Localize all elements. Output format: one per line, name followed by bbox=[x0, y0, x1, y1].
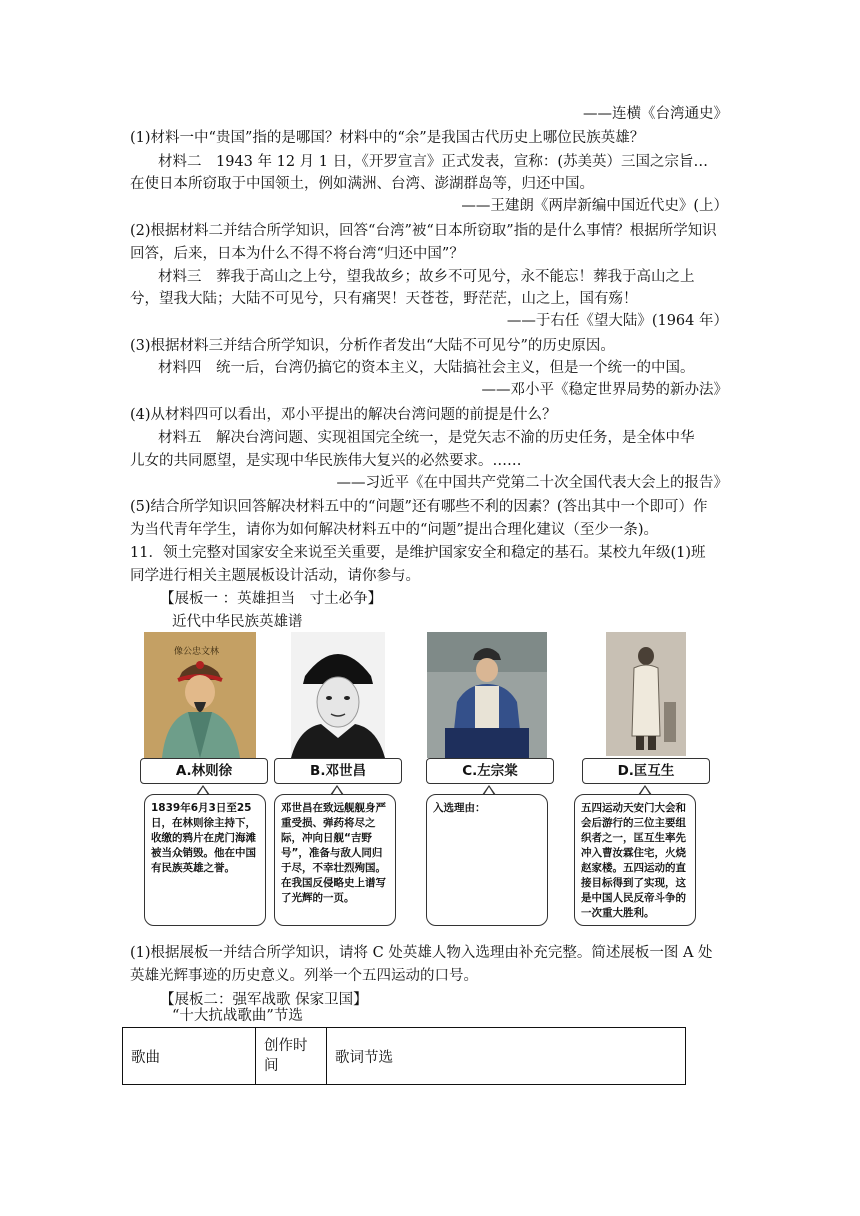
header-time: 创作时间 bbox=[256, 1028, 327, 1085]
material3-line1: 材料三 葬我于高山之上兮，望我故乡；故乡不可见兮，永不能忘！葬我于高山之上 bbox=[158, 269, 695, 285]
portrait-inscription: 像公忠文林 bbox=[174, 647, 220, 657]
question-11-1-line2: 英雄光辉事迹的历史意义。列举一个五四运动的口号。 bbox=[130, 968, 478, 984]
question-5-line1: (5)结合所学知识回答解决材料五中的“问题”还有哪些不利的因素？(答出其中一个即可）作 bbox=[130, 499, 708, 515]
question-2-line1: (2)根据材料二并结合所学知识，回答“台湾”被“日本所窃取”指的是什么事情？根据所学知识 bbox=[130, 223, 717, 239]
bubble-lin-zexu: 1839年6月3日至25日，在林则徐主持下，收缴的鸦片在虎门海滩被当众销毁。他在中国有民族英雄之誉。 bbox=[144, 794, 266, 926]
question-3: (3)根据材料三并结合所学知识，分析作者发出“大陆不可见兮”的历史原因。 bbox=[130, 338, 615, 354]
material5-line2: 儿女的共同愿望，是实现中华民族伟大复兴的必然要求。…… bbox=[130, 453, 522, 469]
question-1: (1)材料一中“贵国”指的是哪国？材料中的“余”是我国古代历史上哪位民族英雄？ bbox=[130, 130, 645, 146]
caption-zuo-zongtang: C.左宗棠 bbox=[426, 758, 554, 784]
bubble-kuang-husheng: 五四运动天安门大会和会后游行的三位主要组织者之一，匡互生率先冲入曹汝霖住宅，火烧赵家楼。五四运动的直接目标得到了实现，这是中国人民反帝斗争的一次重大胜利。 bbox=[574, 794, 696, 926]
material5-line1: 材料五 解决台湾问题、实现祖国完全统一，是党矢志不渝的历史任务，是全体中华 bbox=[158, 430, 695, 446]
material5-source: ——习近平《在中国共产党第二十次全国代表大会上的报告》 bbox=[336, 475, 728, 491]
material4-text: 材料四 统一后，台湾仍搞它的资本主义，大陆搞社会主义，但是一个统一的中国。 bbox=[158, 360, 695, 376]
table-header-row bbox=[123, 1028, 686, 1085]
caption-lin-zexu: A.林则徐 bbox=[140, 758, 268, 784]
songs-table bbox=[122, 1027, 686, 1085]
question-11-line2: 同学进行相关主题展板设计活动，请你参与。 bbox=[130, 568, 420, 584]
material1-source: ——连横《台湾通史》 bbox=[583, 106, 728, 122]
material4-source: ——邓小平《稳定世界局势的新办法》 bbox=[481, 382, 728, 398]
board2-subtitle: “十大抗战歌曲”节选 bbox=[172, 1008, 303, 1024]
board1-subtitle: 近代中华民族英雄谱 bbox=[172, 614, 303, 630]
material2-line2: 在使日本所窃取于中国领土，例如满洲、台湾、澎湖群岛等，归还中国。 bbox=[130, 176, 594, 192]
bubble-zuo-zongtang: 入选理由： bbox=[426, 794, 548, 926]
caption-deng-shichang: B.邓世昌 bbox=[274, 758, 402, 784]
portrait-deng-shichang bbox=[291, 632, 385, 758]
question-4: (4)从材料四可以看出，邓小平提出的解决台湾问题的前提是什么？ bbox=[130, 407, 557, 423]
bubble-deng-shichang: 邓世昌在致远舰舰身严重受损、弹药将尽之际，冲向日舰“吉野号”，准备与敌人同归于尽，不幸壮烈殉国。在我国反侵略史上谱写了光辉的一页。 bbox=[274, 794, 396, 926]
header-lyrics: 歌词节选 bbox=[327, 1028, 686, 1085]
material2-line1: 材料二 1943 年 12 月 1 日，《开罗宣言》正式发表，宣称：(苏美英）三国之宗旨… bbox=[158, 154, 709, 170]
portrait-lin-zexu bbox=[144, 632, 256, 758]
question-2-line2: 回答，后来，日本为什么不得不将台湾“归还中国”？ bbox=[130, 246, 464, 262]
question-5-line2: 为当代青年学生，请你为如何解决材料五中的“问题”提出合理化建议（至少一条)。 bbox=[130, 522, 658, 538]
material2-source: ——王建朗《两岸新编中国近代史》(上） bbox=[461, 198, 728, 214]
hero-panel bbox=[120, 630, 730, 930]
question-11-1-line1: (1)根据展板一并结合所学知识，请将 C 处英雄人物入选理由补充完整。简述展板一图 A 处 bbox=[130, 945, 713, 961]
portrait-kuang-husheng bbox=[606, 632, 686, 756]
material3-line2: 兮，望我大陆；大陆不可见兮，只有痛哭！天苍苍，野茫茫，山之上，国有殇！ bbox=[130, 291, 638, 307]
board2-title: 【展板二：强军战歌 保家卫国】 bbox=[160, 992, 368, 1008]
board1-title: 【展板一 ：英雄担当 寸土必争】 bbox=[160, 591, 383, 607]
caption-kuang-husheng: D.匡互生 bbox=[582, 758, 710, 784]
material3-source: ——于右任《望大陆》(1964 年） bbox=[506, 313, 728, 329]
question-11-line1: 11．领土完整对国家安全来说至关重要，是维护国家安全和稳定的基石。某校九年级(1)班 bbox=[130, 545, 706, 561]
header-song: 歌曲 bbox=[123, 1028, 256, 1085]
portrait-zuo-zongtang bbox=[427, 632, 547, 758]
